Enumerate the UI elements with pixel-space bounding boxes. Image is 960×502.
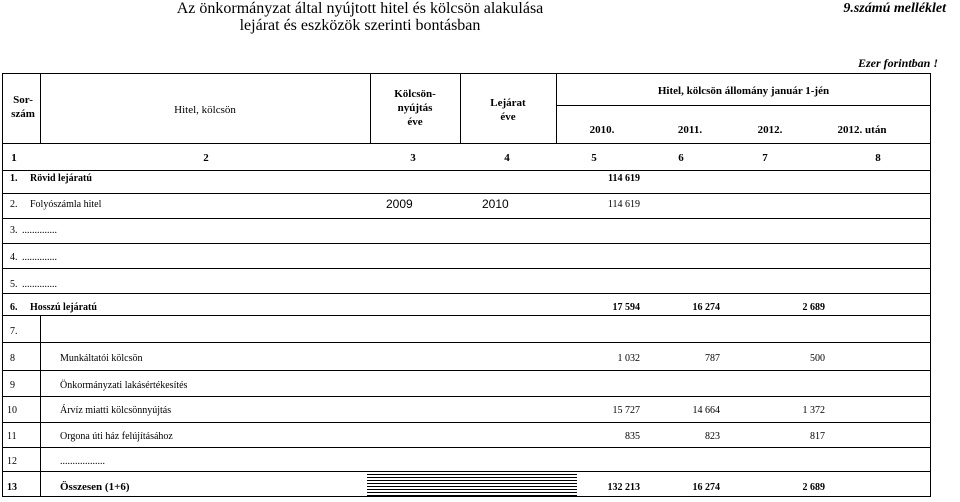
row-10-2012: 1 372 [802,405,825,416]
header-sorszam [6,93,40,121]
header-lejarat [460,96,556,124]
colnum-5: 5 [591,152,597,164]
row-1-num: 1. [10,173,18,184]
header-lejarat-2: éve [500,111,516,123]
hline [2,293,931,294]
hline [2,447,931,448]
row-2-lejarat: 2010 [482,197,509,211]
header-nyujtas-1: Kölcsön- [394,88,436,100]
colnum-7: 7 [762,152,768,164]
row-8-2012: 500 [810,353,825,364]
row-6-2010: 17 594 [612,302,640,313]
row-6-2012: 2 689 [802,302,825,313]
colnum-3: 3 [410,152,416,164]
row-2-num: 2. [10,199,18,210]
hline [556,105,931,106]
row-7-num: 7. [10,326,18,337]
row-8-2010: 1 032 [617,353,640,364]
row-5-label: .............. [22,279,57,290]
colnum-1: 1 [11,152,17,164]
row-4-label: .............. [22,252,57,263]
header-lejarat-1: Lejárat [490,97,526,109]
row-2-nyujtas: 2009 [386,197,413,211]
row-4-num: 4. [10,252,18,263]
hline [2,396,931,397]
row-10-2011: 14 664 [692,405,720,416]
hline [2,315,931,316]
header-hitel: Hitel, kölcsön [174,104,236,116]
row-3-num: 3. [10,225,18,236]
hline [2,193,931,194]
row-2-2010: 114 619 [607,199,640,210]
row-6-2011: 16 274 [692,302,720,313]
row-1-2010: 114 619 [608,173,640,184]
hline [2,268,931,269]
row-8-label: Munkáltatói kölcsön [60,353,143,364]
row-12-label: .................. [60,456,105,467]
header-sorszam-1: Sor- [13,94,33,106]
row-6-label: Hosszú lejáratú [30,302,97,313]
row-11-2011: 823 [705,431,720,442]
row-8-2011: 787 [705,353,720,364]
header-allomany: Hitel, kölcsön állomány január 1-jén [657,85,830,97]
page-title [0,0,720,34]
annex-label: 9.számú melléklet [843,1,946,16]
header-sorszam-2: szám [11,108,35,120]
unit-label: Ezer forintban ! [857,56,938,70]
title-line-1: Az önkormányzat által nyújtott hitel és kölcsön alakulása [176,0,544,17]
row-2-label: Folyószámla hitel [30,199,102,210]
row-13-num: 13 [7,482,17,493]
row-13-label: Összesen (1+6) [60,481,130,493]
header-year-2011: 2011. [677,124,703,136]
header-year-2012: 2012. [757,124,783,136]
row-9-label: Önkormányzati lakásértékesítés [60,380,188,391]
row-11-2012: 817 [810,431,825,442]
colnum-6: 6 [678,152,684,164]
title-line-2: lejárat és eszközök szerinti bontásban [239,17,481,34]
hline [2,342,931,343]
hline [2,422,931,423]
row-11-num: 11 [7,431,17,442]
row-9-num: 9 [10,380,15,391]
hline [2,218,931,219]
hline [2,243,931,244]
hline [2,170,931,171]
colnum-2: 2 [203,152,209,164]
row-11-2010: 835 [625,431,640,442]
colnum-4: 4 [504,152,510,164]
row-8-num: 8 [10,353,15,364]
row-5-num: 5. [10,279,18,290]
row-13-2010: 132 213 [607,482,640,493]
header-nyujtas-3: éve [407,116,423,128]
row-10-label: Árvíz miatti kölcsönnyújtás [60,405,172,416]
colnum-8: 8 [875,152,881,164]
row-6-num: 6. [10,302,18,313]
header-year-2010: 2010. [589,124,615,136]
hatched-area [367,470,577,496]
row-10-num: 10 [7,405,17,416]
row-13-2012: 2 689 [802,482,825,493]
hline [2,143,931,144]
header-nyujtas-2: nyújtás [397,102,433,114]
hline [2,370,931,371]
row-13-2011: 16 274 [692,482,720,493]
row-12-num: 12 [7,456,17,467]
row-1-label: Rövid lejáratú [30,173,92,184]
row-3-label: .............. [22,225,57,236]
row-11-label: Orgona úti ház felújításához [60,431,173,442]
row-10-2010: 15 727 [612,405,640,416]
header-nyujtas [370,87,460,129]
header-year-after: 2012. után [837,124,887,136]
